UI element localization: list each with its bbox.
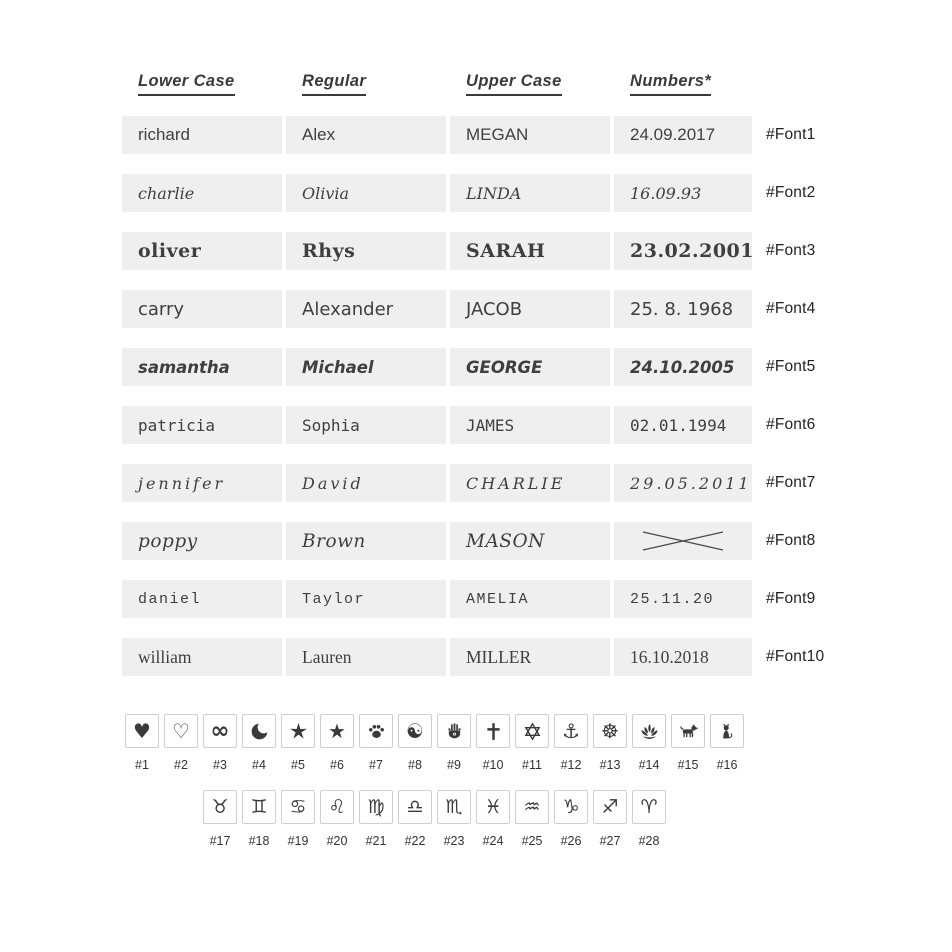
font-sample: CHARLIE [450,464,610,502]
font-label: #Font5 [766,358,816,375]
font-sample: MEGAN [450,116,610,154]
star-icon[interactable]: ★ [320,714,354,748]
font-label: #Font1 [766,126,816,143]
font-sample: Lauren [286,638,446,676]
virgo-icon[interactable]: ♍ [359,790,393,824]
capricorn-icon[interactable]: ♑ [554,790,588,824]
symbol-number-label: #20 [326,834,348,848]
font-sample: Alex [286,116,446,154]
symbol-number-label: #7 [369,758,383,772]
font-sample: MASON [450,522,610,560]
font-sample: 16.09.93 [614,174,752,212]
symbol-number-label: #14 [638,758,660,772]
symbol-number-label: #17 [209,834,231,848]
font-sample: 23.02.2001 [614,232,752,270]
symbol-number-label: #26 [560,834,582,848]
font-sample: JACOB [450,290,610,328]
symbol-number-label: #25 [521,834,543,848]
font-sample: charlie [122,174,282,212]
font-sample: richard [122,116,282,154]
font-label: #Font10 [766,648,825,665]
symbol-number-label: #27 [599,834,621,848]
pisces-icon[interactable]: ♓ [476,790,510,824]
heart-outline-icon[interactable]: ♡ [164,714,198,748]
symbol-number-label: #9 [447,758,461,772]
aquarius-icon[interactable]: ♒ [515,790,549,824]
symbol-number-label: #11 [522,758,542,772]
taurus-icon[interactable]: ♉ [203,790,237,824]
font-label: #Font6 [766,416,816,433]
font-sample: JAMES [450,406,610,444]
aries-icon[interactable]: ♈ [632,790,666,824]
font-sample: MILLER [450,638,610,676]
star-thin-icon[interactable] [281,714,315,748]
heart-filled-icon[interactable]: ♥ [125,714,159,748]
symbol-number-label: #10 [482,758,504,772]
font-sample: 24.10.2005 [614,348,752,386]
symbol-number-label: #1 [135,758,149,772]
column-header-upper-case: Upper Case [450,68,610,96]
symbol-number-label: #12 [560,758,582,772]
symbol-number-label: #2 [174,758,188,772]
symbol-number-label: #19 [287,834,309,848]
font-sample: Alexander [286,290,446,328]
font-sample: 02.01.1994 [614,406,752,444]
paw-print-icon[interactable] [359,714,393,748]
symbol-number-label: #6 [330,758,344,772]
anchor-icon[interactable]: ⚓ [554,714,588,748]
font-label: #Font3 [766,242,816,259]
font-sample: patricia [122,406,282,444]
symbol-number-label: #22 [404,834,426,848]
cross-icon[interactable] [476,714,510,748]
gemini-icon[interactable]: ♊ [242,790,276,824]
symbol-number-label: #8 [408,758,422,772]
libra-icon[interactable]: ♎ [398,790,432,824]
symbol-number-label: #23 [443,834,465,848]
font-sample: Sophia [286,406,446,444]
ship-wheel-icon[interactable]: ☸ [593,714,627,748]
yin-yang-icon[interactable]: ☯ [398,714,432,748]
font-sample: David [286,464,446,502]
font-sample: GEORGE [450,348,610,386]
lotus-icon[interactable] [632,714,666,748]
crescent-moon-icon[interactable] [242,714,276,748]
font-sample: LINDA [450,174,610,212]
font-sample: Michael [286,348,446,386]
font-label: #Font9 [766,590,816,607]
star-of-david-icon[interactable] [515,714,549,748]
font-sample: oliver [122,232,282,270]
font-sample: Rhys [286,232,446,270]
infinity-icon[interactable]: ∞ [203,714,237,748]
symbol-number-label: #3 [213,758,227,772]
symbol-chart [0,714,952,848]
leo-icon[interactable]: ♌ [320,790,354,824]
dog-icon[interactable] [671,714,705,748]
symbol-number-label: #13 [599,758,621,772]
font-sample: 25.11.20 [614,580,752,618]
font-sample: Brown [286,522,446,560]
font-sample: Taylor [286,580,446,618]
font-sample: 16.10.2018 [614,638,752,676]
font-sample: daniel [122,580,282,618]
font-sample: william [122,638,282,676]
font-sample: Olivia [286,174,446,212]
symbol-number-label: #24 [482,834,504,848]
font-label: #Font2 [766,184,816,201]
font-sample: jennifer [122,464,282,502]
font-sample: SARAH [450,232,610,270]
symbol-number-label: #21 [365,834,387,848]
font-sample: carry [122,290,282,328]
scorpio-icon[interactable]: ♏ [437,790,471,824]
cancer-icon[interactable]: ♋ [281,790,315,824]
symbol-number-label: #18 [248,834,270,848]
font-label: #Font7 [766,474,816,491]
font-sample: samantha [122,348,282,386]
header-spacer [756,68,848,96]
font-sample: AMELIA [450,580,610,618]
sagittarius-icon[interactable]: ♐ [593,790,627,824]
font-label: #Font8 [766,532,816,549]
symbol-number-label: #4 [252,758,266,772]
crossed-out-icon [641,530,725,552]
column-header-lower-case: Lower Case [122,68,282,96]
symbol-number-label: #16 [716,758,738,772]
font-sample: 24.09.2017 [614,116,752,154]
font-sample: 29.05.2011 [614,464,752,502]
column-header-regular: Regular [286,68,446,96]
font-table [122,68,848,676]
symbol-number-label: #15 [677,758,699,772]
symbol-number-label: #5 [291,758,305,772]
font-sample: poppy [122,522,282,560]
font-sample: 25. 8. 1968 [614,290,752,328]
cat-icon[interactable] [710,714,744,748]
symbol-number-label: #28 [638,834,660,848]
font-label: #Font4 [766,300,816,317]
hamsa-icon[interactable] [437,714,471,748]
column-header-numbers: Numbers* [614,68,752,96]
numbers-not-available-cell [614,522,752,560]
